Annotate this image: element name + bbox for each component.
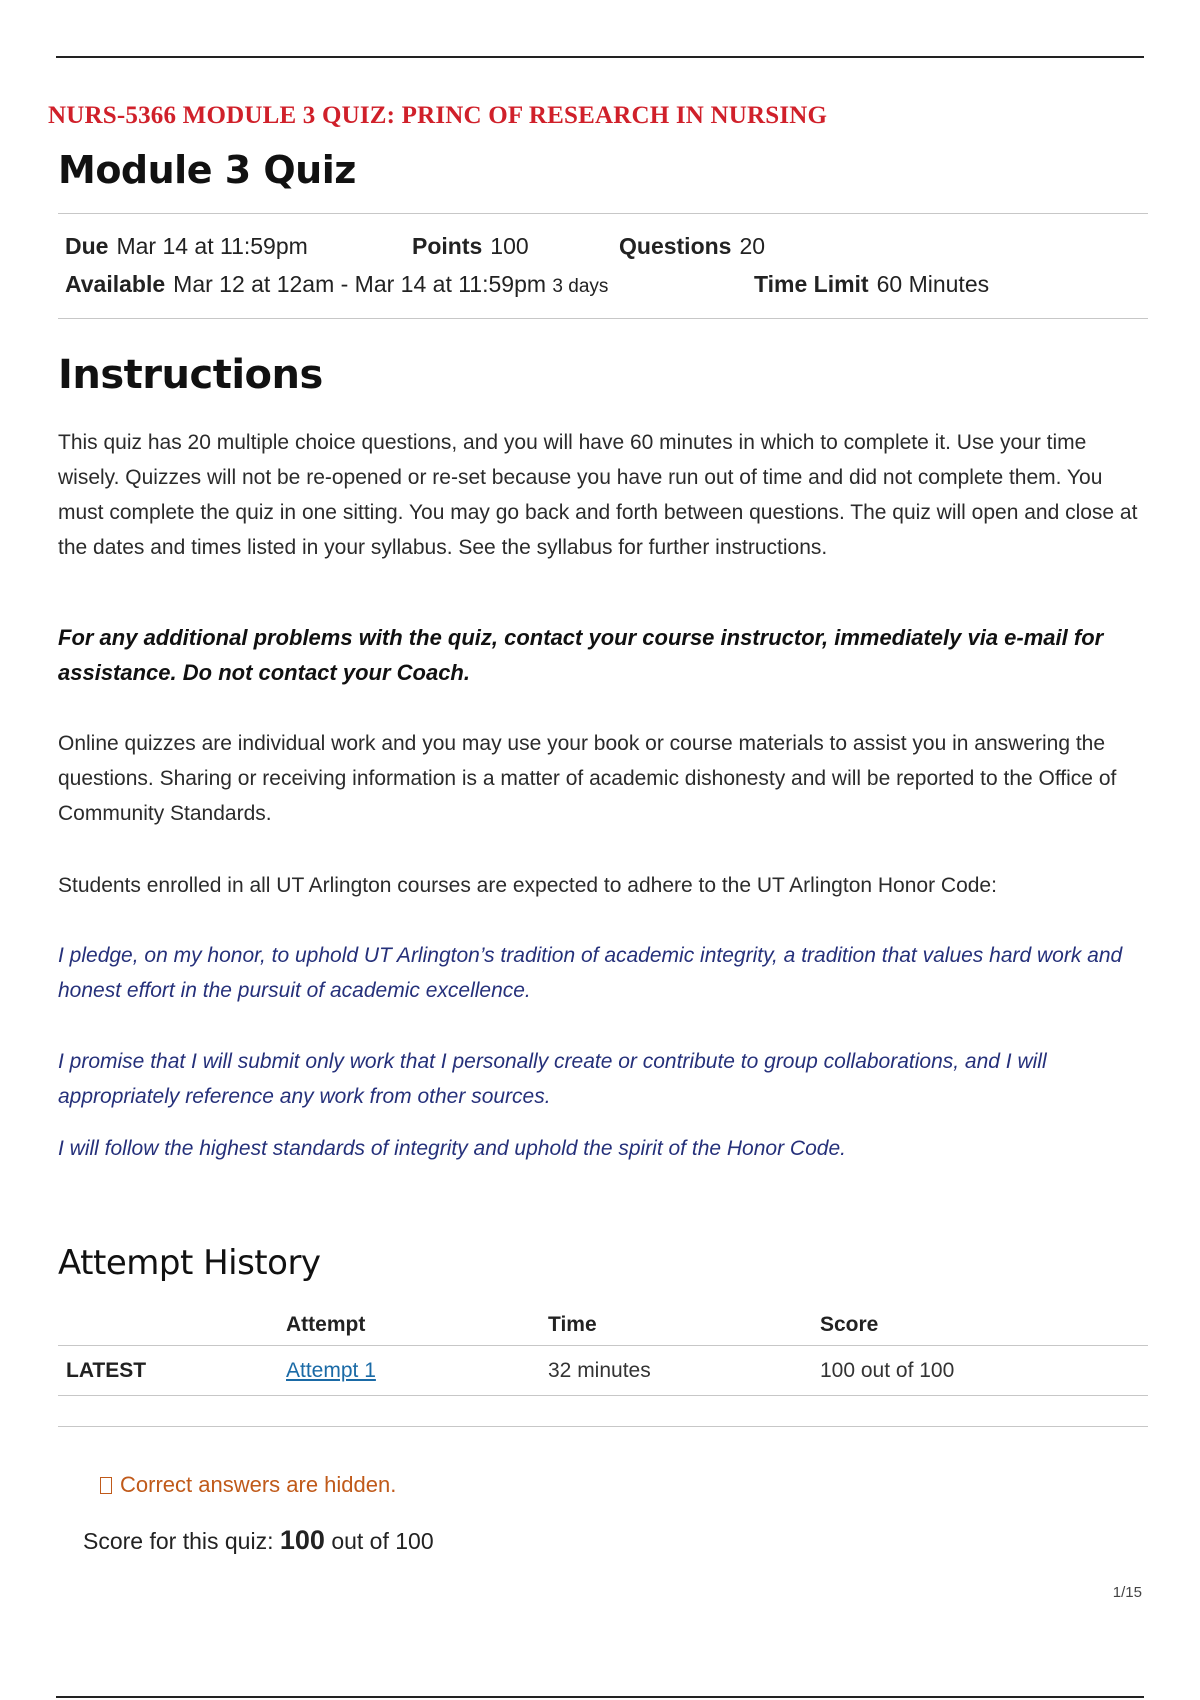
points-label: Points — [412, 233, 483, 259]
score-cell: 100 out of 100 — [812, 1346, 1148, 1396]
column-header — [58, 1307, 278, 1346]
questions-field — [619, 233, 765, 260]
available-field — [65, 271, 608, 298]
time-cell: 32 minutes — [540, 1346, 812, 1396]
questions-label: Questions — [619, 233, 732, 259]
divider — [58, 1426, 1148, 1427]
honor-pledge: I will follow the highest standards of integrity and uphold the spirit of the Honor Code. — [58, 1137, 846, 1160]
available-value: Mar 12 at 12am - Mar 14 at 11:59pm — [173, 271, 547, 297]
due-label: Due — [65, 233, 109, 259]
column-header-time: Time — [548, 1313, 597, 1336]
questions-value: 20 — [739, 233, 766, 259]
info-icon — [100, 1477, 112, 1494]
top-rule — [56, 56, 1144, 58]
points-field — [412, 233, 529, 260]
honor-pledge: I pledge, on my honor, to uphold UT Arlington’s tradition of academic integrity, a tradition that values hard work and honest effort in the pursuit of academic excellence. — [58, 944, 1123, 1002]
instructions-paragraph: This quiz has 20 multiple choice questions, and you will have 60 minutes in which to complete it. Use your time wisely. Quizzes will not be re-opened or re-set because you have run out of time and did not complete them. You must complete the quiz in one sitting. You may go back and forth between questions. The quiz will open and close at the dates and times listed in your syllabus. See the syllabus for further instructions. — [58, 431, 1138, 559]
attempt-history-heading: Attempt History — [58, 1243, 321, 1283]
hidden-answers-text: Correct answers are hidden. — [120, 1472, 397, 1497]
bottom-rule — [56, 1696, 1144, 1698]
attempt-history-table — [58, 1307, 1148, 1396]
due-value: Mar 14 at 11:59pm — [116, 233, 308, 259]
available-label: Available — [65, 271, 166, 297]
column-header-attempt: Attempt — [286, 1313, 366, 1336]
instructions-warning: For any additional problems with the quiz, contact your course instructor, immediately via e-mail for assistance. Do not contact your Coach. — [58, 625, 1104, 685]
score-prefix: Score for this quiz: — [83, 1528, 274, 1554]
time-limit-field — [754, 271, 989, 298]
honor-code-intro: Students enrolled in all UT Arlington courses are expected to adhere to the UT Arlington Honor Code: — [58, 874, 997, 897]
hidden-answers-note — [100, 1472, 396, 1498]
divider — [58, 213, 1148, 214]
time-limit-value: 60 Minutes — [876, 271, 990, 297]
honor-pledge: I promise that I will submit only work that I personally create or contribute to group collaborations, and I will appropriately reference any work from other sources. — [58, 1050, 1047, 1108]
page-number: 1/15 — [1112, 1584, 1142, 1601]
latest-label: LATEST — [58, 1346, 278, 1396]
score-value: 100 — [279, 1525, 325, 1555]
due-field — [65, 233, 308, 260]
column-header-score: Score — [820, 1313, 879, 1336]
points-value: 100 — [490, 233, 529, 259]
course-title: NURS-5366 MODULE 3 QUIZ: PRINC OF RESEARCH IN NURSING — [48, 102, 828, 129]
attempt-1-link[interactable]: Attempt 1 — [286, 1359, 376, 1382]
instructions-paragraph: Online quizzes are individual work and you may use your book or course materials to assist you in answering the questions. Sharing or receiving information is a matter of academic dishonesty and will be reported to the Office of Community Standards. — [58, 732, 1117, 825]
instructions-heading: Instructions — [58, 352, 323, 398]
time-limit-label: Time Limit — [754, 271, 869, 297]
table-row — [58, 1346, 1148, 1396]
attempt-cell — [278, 1346, 540, 1396]
available-duration: 3 days — [552, 276, 609, 297]
table-header-row — [58, 1307, 1148, 1346]
quiz-title: Module 3 Quiz — [58, 148, 356, 192]
divider — [58, 318, 1148, 319]
score-suffix: out of 100 — [331, 1528, 434, 1554]
quiz-score — [83, 1525, 434, 1556]
